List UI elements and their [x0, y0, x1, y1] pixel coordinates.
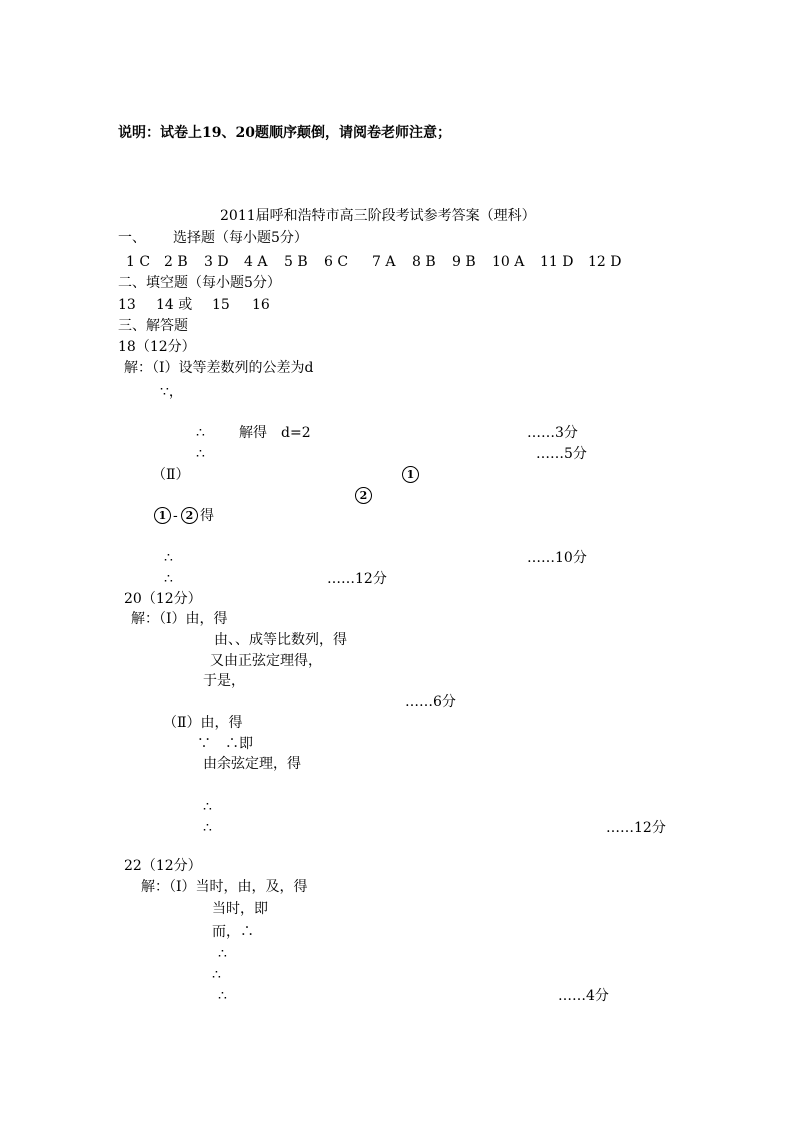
answer-6: 6 C: [324, 254, 349, 270]
q22-part1: 解：（Ⅰ）当时，由，及，得: [141, 879, 308, 895]
grading-note: 说明：试卷上19、20题顺序颠倒，请阅卷老师注意；: [118, 125, 451, 141]
q18-because: ∵，: [160, 384, 183, 400]
q18-difference-dash: -: [173, 508, 178, 524]
section-2-heading: 二、填空题（每小题5分）: [118, 275, 281, 291]
q20-part1: 解：（Ⅰ）由，得: [131, 611, 228, 627]
q18-solve: 解得 d=2: [239, 425, 311, 441]
q20-part2: （Ⅱ）由，得: [163, 715, 243, 731]
q18-therefore-1: ∴: [196, 425, 205, 441]
answer-12: 12 D: [588, 254, 622, 270]
q22-line-3: 而，∴: [212, 924, 254, 940]
answer-7: 7 A: [372, 254, 396, 270]
section-1-number: 一、: [118, 230, 146, 246]
answer-8: 8 B: [412, 254, 436, 270]
answer-5: 5 B: [284, 254, 308, 270]
q20-header: 20（12分）: [124, 591, 202, 607]
q18-part2: （Ⅱ）: [152, 467, 190, 483]
fill-16: 16: [252, 297, 270, 313]
q22-therefore-1: ∴: [218, 946, 227, 962]
q20-score-12: ……12分: [606, 820, 666, 836]
q18-therefore-2: ∴: [196, 446, 205, 462]
q18-difference-marker-1: 1: [154, 507, 171, 524]
fill-14: 14 或: [156, 297, 193, 313]
q18-difference-de: 得: [200, 508, 214, 524]
q18-score-5: ……5分: [536, 446, 587, 462]
answer-9: 9 B: [452, 254, 476, 270]
q22-header: 22（12分）: [124, 858, 202, 874]
answer-4: 4 A: [244, 254, 268, 270]
q18-therefore-3: ∴: [164, 550, 173, 566]
q20-line-6: ∵ ∴即: [197, 736, 253, 752]
q18-score-12: ……12分: [327, 571, 387, 587]
page-title: 2011届呼和浩特市高三阶段考试参考答案（理科）: [220, 208, 536, 224]
answer-11: 11 D: [540, 254, 574, 270]
q18-therefore-4: ∴: [164, 571, 173, 587]
fill-13: 13: [118, 297, 136, 313]
section-1-label: 选择题（每小题5分）: [173, 230, 308, 246]
q20-line-2: 由、、成等比数列，得: [214, 632, 347, 648]
q20-therefore-1: ∴: [203, 799, 212, 815]
answer-3: 3 D: [204, 254, 229, 270]
answer-10: 10 A: [492, 254, 525, 270]
q20-line-7: 由余弦定理，得: [203, 756, 301, 772]
q18-equation-marker-1: 1: [402, 466, 419, 483]
q20-line-3: 又由正弦定理得，: [210, 653, 322, 669]
answer-2: 2 B: [164, 254, 188, 270]
q22-line-2: 当时，即: [212, 901, 268, 917]
q22-therefore-2: ∴: [212, 967, 221, 983]
answer-1: 1 C: [126, 254, 151, 270]
q18-header: 18（12分）: [118, 339, 196, 355]
q18-score-10: ……10分: [527, 550, 587, 566]
section-3-heading: 三、解答题: [118, 318, 188, 334]
q18-part1: 解：（Ⅰ）设等差数列的公差为d: [124, 360, 314, 376]
q18-score-3: ……3分: [527, 425, 578, 441]
q20-score-6: ……6分: [405, 694, 456, 710]
q22-therefore-3: ∴: [218, 988, 227, 1004]
q18-equation-marker-2: 2: [355, 487, 372, 504]
q20-therefore-2: ∴: [203, 820, 212, 836]
fill-15: 15: [212, 297, 230, 313]
q18-difference-marker-2: 2: [181, 507, 198, 524]
q20-line-4: 于是，: [203, 673, 245, 689]
q22-score-4: ……4分: [558, 988, 609, 1004]
